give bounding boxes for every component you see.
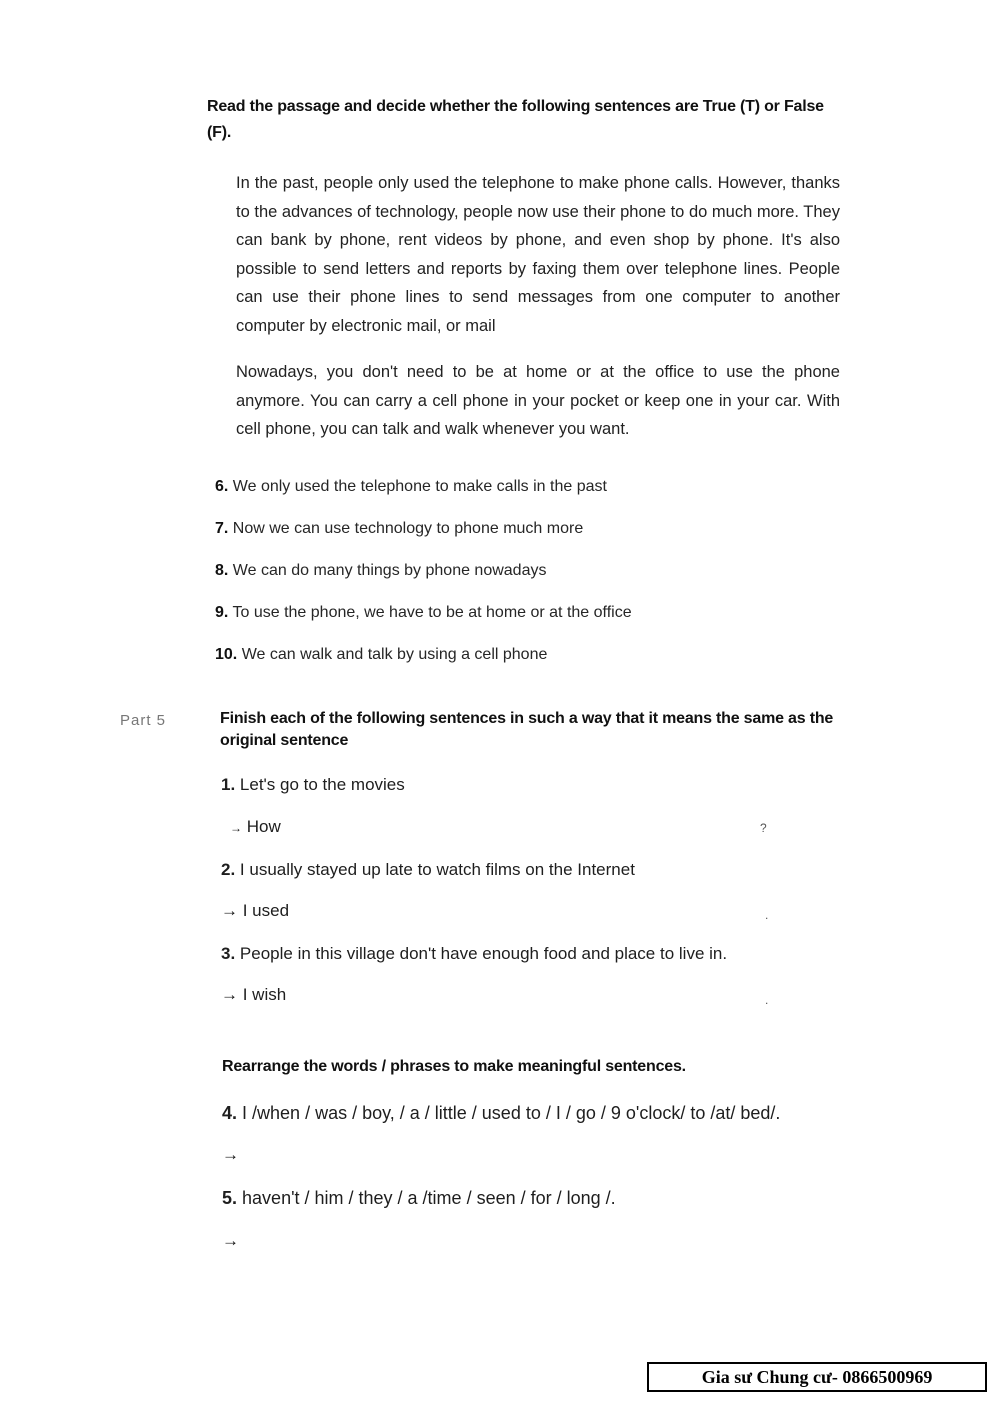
- question-number: 3.: [221, 944, 236, 963]
- arrow-icon: →: [230, 821, 242, 835]
- answer-start: I used: [242, 901, 290, 920]
- tf-item-number: 9.: [215, 604, 229, 621]
- answer-end-mark: ?: [760, 821, 767, 835]
- tf-item-text: We only used the telephone to make calls in the past: [232, 478, 607, 495]
- rearrange-question-4: [222, 1103, 780, 1124]
- passage-text-2: Nowadays, you don't need to be at home or at the office to use the phone anymore. You can carry a cell phone in your pocket or keep one in your car. With cell phone, you can talk and walk whenever you want.: [236, 363, 840, 438]
- tf-item-9: [215, 604, 632, 622]
- tf-instruction: Read the passage and decide whether the following sentences are True (T) or False (F).: [207, 98, 824, 141]
- tf-item-number: 7.: [215, 520, 229, 537]
- part-5-label: Part 5: [120, 712, 167, 729]
- rearrange-question-5: [222, 1188, 616, 1209]
- question-number: 2.: [221, 860, 236, 879]
- question-text: People in this village don't have enough food and place to live in.: [239, 944, 728, 963]
- question-text: I usually stayed up late to watch films on the Internet: [239, 860, 635, 879]
- tf-item-text: Now we can use technology to phone much more: [232, 520, 584, 537]
- tf-item-number: 6.: [215, 478, 229, 495]
- tf-item-text: To use the phone, we have to be at home or at the office: [232, 604, 632, 621]
- passage-text-1: In the past, people only used the telephone to make phone calls. However, thanks to the advances of technology, people now use their phone to do much more. They can bank by phone, rent videos by phone, and even shop by phone. It's also possible to send letters and reports by faxing them over telephone lines. People can use their phone lines to send messages from one computer to another computer by electronic mail, or mail: [236, 174, 840, 335]
- question-text: Let's go to the movies: [239, 775, 405, 794]
- question-number: 4.: [222, 1103, 238, 1123]
- tf-item-text: We can do many things by phone nowadays: [232, 562, 547, 579]
- question-number: 5.: [222, 1188, 238, 1208]
- answer-start: I wish: [242, 985, 287, 1004]
- tf-item-7: [215, 520, 583, 538]
- rearrange-answer-arrow-4: →: [222, 1145, 239, 1164]
- rewrite-question-3: [221, 944, 727, 964]
- rewrite-answer-line-3: [221, 985, 286, 1005]
- tf-item-number: 8.: [215, 562, 229, 579]
- rearrange-answer-arrow-5: →: [222, 1231, 239, 1250]
- rewrite-question-1: [221, 775, 405, 795]
- arrow-icon: →: [221, 985, 238, 1004]
- rewrite-answer-line-1: [230, 817, 281, 837]
- rearrange-instruction: Rearrange the words / phrases to make meaningful sentences.: [222, 1058, 686, 1075]
- passage-paragraph-1: [208, 169, 840, 340]
- tutor-contact-stamp: Gia sư Chung cư- 0866500969: [647, 1362, 987, 1392]
- part-5-instruction: Finish each of the following sentences in such a way that it means the same as the original sentence: [220, 710, 834, 749]
- tf-item-text: We can walk and talk by using a cell phone: [241, 646, 548, 663]
- question-text: haven't / him / they / a /time / seen / for / long /.: [242, 1188, 616, 1208]
- answer-end-mark: .: [765, 993, 769, 1007]
- tf-item-10: [215, 646, 547, 664]
- rewrite-question-2: [221, 860, 635, 880]
- tf-item-8: [215, 562, 546, 580]
- question-number: 1.: [221, 775, 236, 794]
- rewrite-answer-line-2: [221, 901, 289, 921]
- tf-item-number: 10.: [215, 646, 238, 663]
- answer-end-mark: .: [765, 908, 769, 922]
- question-text: I /when / was / boy, / a / little / used to / I / go / 9 o'clock/ to /at/ bed/.: [242, 1103, 781, 1123]
- answer-start: How: [246, 817, 281, 836]
- tf-item-6: [215, 478, 607, 496]
- arrow-icon: →: [221, 901, 238, 920]
- passage-paragraph-2: [208, 358, 840, 444]
